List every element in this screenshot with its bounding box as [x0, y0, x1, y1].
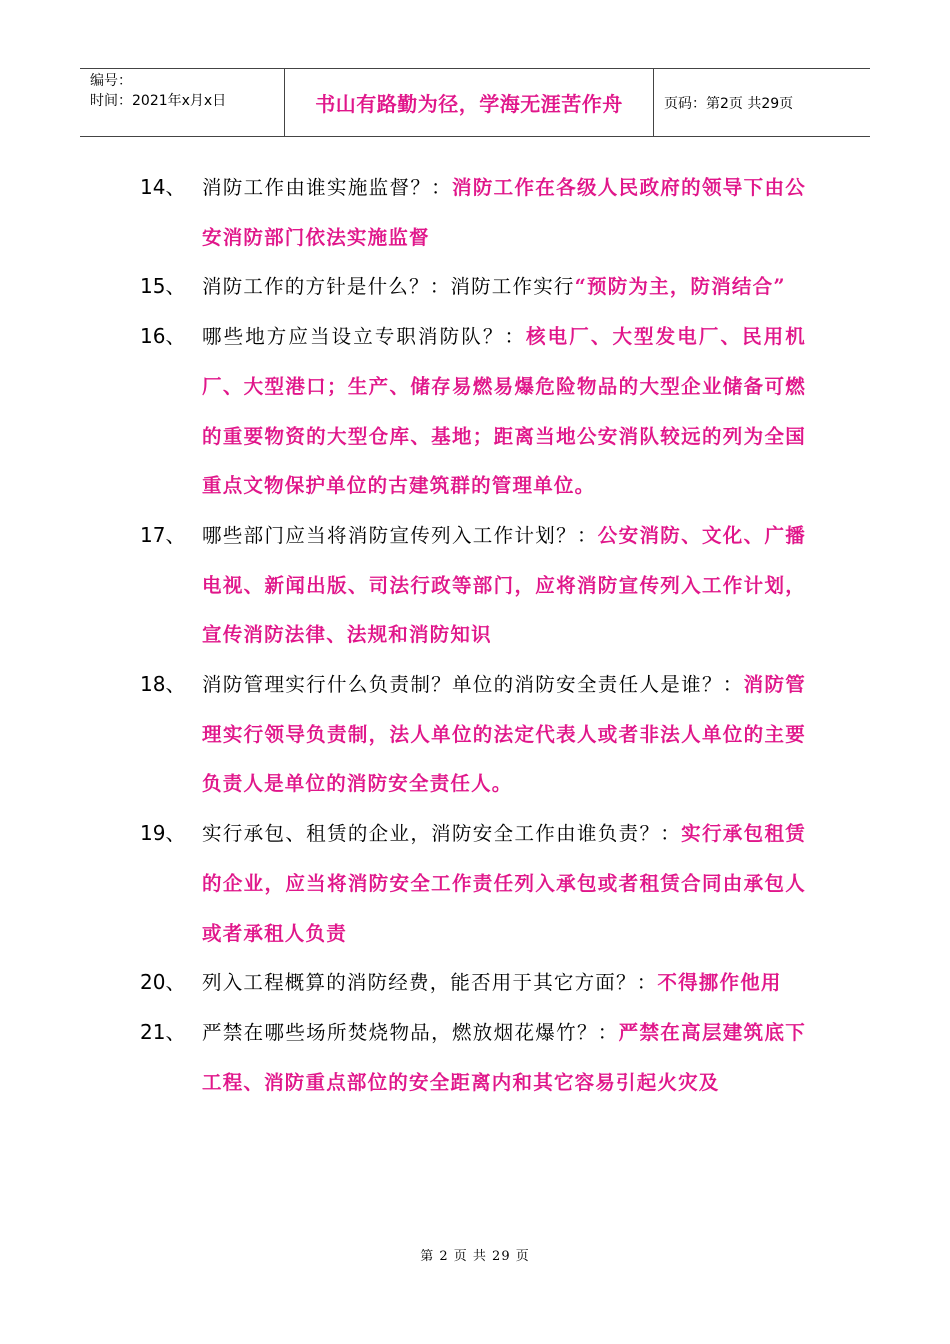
item-number: 17、	[140, 522, 186, 547]
qa-item	[140, 312, 810, 511]
qa-item	[140, 1008, 810, 1107]
item-body	[202, 312, 806, 511]
answer-text: 严禁在高层建筑底下工程、消防重点部位的安全距离内和其它容易引起火灾及	[202, 1020, 806, 1094]
answer-text: 公安消防、文化、广播电视、新闻出版、司法行政等部门，应将消防宣传列入工作计划，宣传消防法律、法规和消防知识	[202, 523, 806, 647]
header-motto: 书山有路勤为径，学海无涯苦作舟	[284, 69, 654, 136]
answer-text: 消防管理实行领导负责制，法人单位的法定代表人或者非法人单位的主要负责人是单位的消防安全责任人。	[202, 673, 806, 796]
qa-item	[140, 511, 810, 660]
qa-list	[140, 163, 810, 1107]
question-text: 哪些部门应当将消防宣传列入工作计划？：	[202, 523, 598, 547]
serial-label: 编号：	[90, 73, 132, 89]
item-body	[202, 262, 806, 312]
qa-item	[140, 163, 810, 262]
answer-text: “预防为主，防消结合”	[574, 275, 786, 299]
item-number: 21、	[140, 1019, 186, 1044]
item-number: 18、	[140, 672, 186, 697]
qa-item	[140, 262, 810, 312]
item-body	[202, 660, 806, 809]
question-text: 严禁在哪些场所焚烧物品，燃放烟花爆竹？：	[202, 1020, 619, 1044]
question-text: 消防工作的方针是什么？：消防工作实行	[202, 275, 575, 299]
qa-item	[140, 809, 810, 958]
item-number: 19、	[140, 821, 186, 846]
page-footer: 第 2 页 共 29 页	[420, 1249, 530, 1264]
question-text: 消防工作由谁实施监督？：	[202, 176, 452, 199]
item-body	[202, 958, 806, 1008]
item-number: 15、	[140, 274, 186, 299]
header-page-code: 页码：第2页 共29页	[664, 95, 794, 112]
answer-text: 核电厂、大型发电厂、民用机厂、大型港口；生产、储存易燃易爆危险物品的大型企业储备可燃的重要物资的大型仓库、基地；距离当地公安消队较远的列为全国重点文物保护单位的古建筑群的管理单位。	[202, 325, 806, 498]
question-text: 消防管理实行什么负责制？单位的消防安全责任人是谁？：	[202, 673, 744, 697]
item-number: 20、	[140, 970, 186, 995]
answer-text: 实行承包租赁的企业，应当将消防安全工作责任列入承包或者租赁合同由承包人或者承租人负责	[202, 822, 806, 945]
page-header	[80, 68, 870, 137]
question-text: 实行承包、租赁的企业，消防安全工作由谁负责？：	[202, 822, 682, 846]
item-body	[202, 809, 806, 958]
qa-item	[140, 660, 810, 809]
answer-text: 不得挪作他用	[657, 971, 782, 995]
time-label: 时间：2021年x月x日	[90, 93, 227, 109]
header-meta	[80, 69, 284, 136]
item-number: 14、	[140, 175, 186, 199]
item-body	[202, 1008, 806, 1107]
item-number: 16、	[140, 324, 186, 349]
question-text: 哪些地方应当设立专职消防队？：	[202, 325, 527, 349]
item-body	[202, 511, 806, 660]
item-body	[202, 163, 806, 262]
answer-text: 消防工作在各级人民政府的领导下由公安消防部门依法实施监督	[202, 176, 806, 249]
qa-item	[140, 958, 810, 1008]
question-text: 列入工程概算的消防经费，能否用于其它方面？：	[202, 971, 658, 995]
